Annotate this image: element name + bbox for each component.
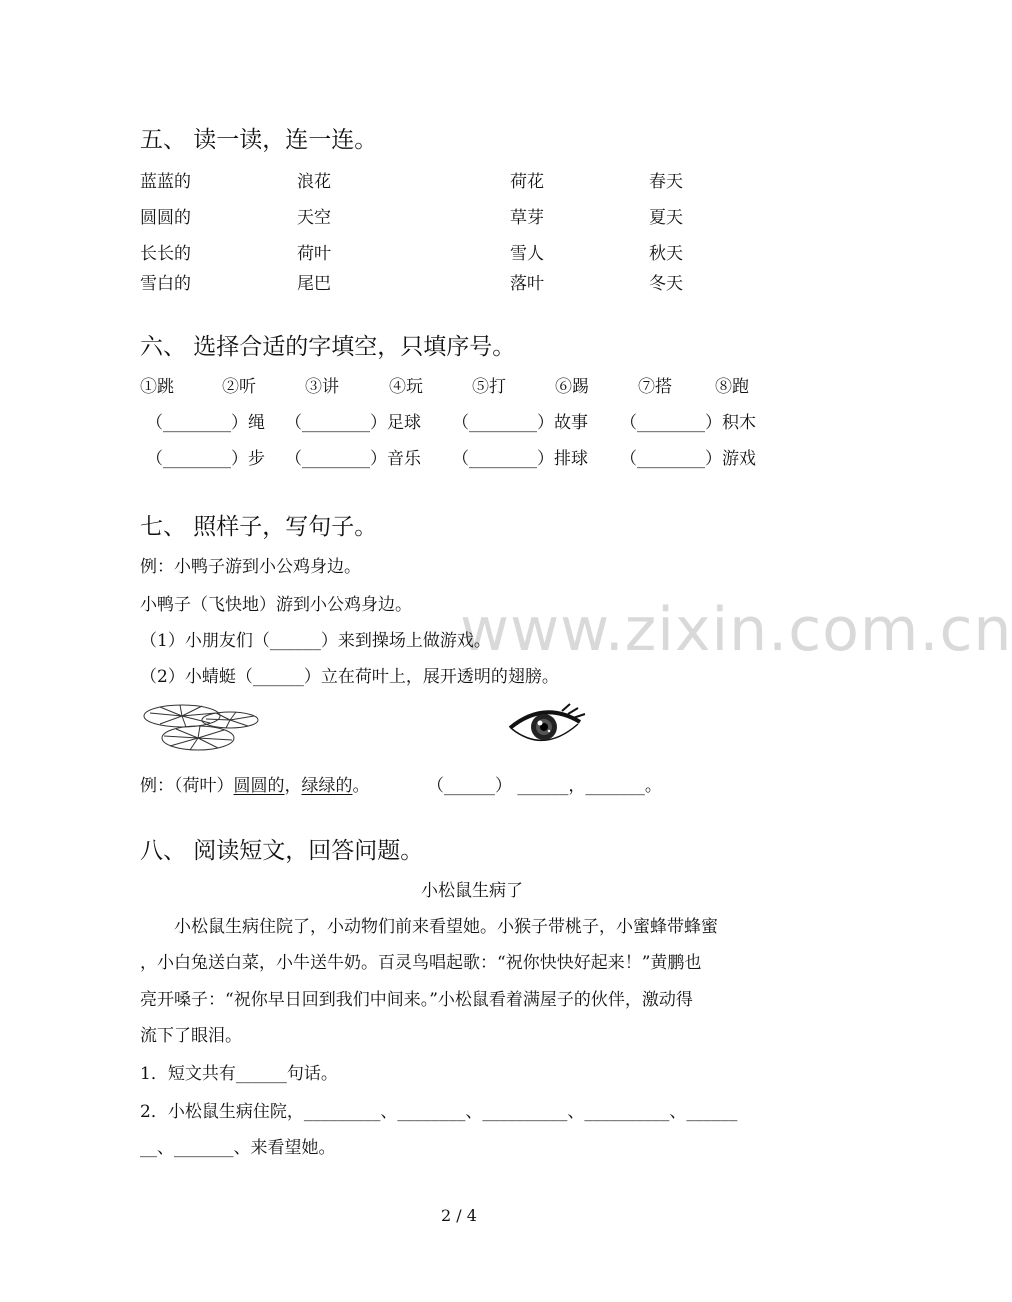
- word: 雪白的: [140, 274, 191, 294]
- word: 落叶: [510, 274, 544, 294]
- word: 草芽: [510, 208, 544, 228]
- section-6-heading: 六、 选择合适的字填空，只填序号。: [140, 334, 516, 360]
- answer-blank[interactable]: （______） ______，_______。: [427, 776, 662, 796]
- question[interactable]: （1）小朋友们（______）来到操场上做游戏。: [140, 631, 491, 651]
- eye-picture: [506, 702, 588, 750]
- option: ②听: [222, 377, 256, 397]
- paragraph-line: 亮开嗓子：“祝你早日回到我们中间来。”小松鼠看着满屋子的伙伴，激动得: [140, 990, 693, 1010]
- section-5-heading: 五、 读一读，连一连。: [140, 127, 378, 153]
- fill-blank[interactable]: （________）积木: [620, 413, 756, 433]
- question[interactable]: 2．小松鼠生病住院，_________、________、__________、__________、______: [140, 1102, 738, 1122]
- word: 天空: [297, 208, 331, 228]
- word: 雪人: [510, 244, 544, 264]
- period: 。: [352, 776, 370, 796]
- word: 夏天: [649, 208, 683, 228]
- word: 秋天: [649, 244, 683, 264]
- fill-blank[interactable]: （________）故事: [452, 413, 588, 433]
- word: 荷叶: [297, 244, 331, 264]
- word: 春天: [649, 172, 683, 192]
- question[interactable]: 1．短文共有______句话。: [140, 1064, 338, 1084]
- word: 长长的: [140, 244, 191, 264]
- example-sentence: 例：小鸭子游到小公鸡身边。: [140, 557, 361, 577]
- word: 冬天: [649, 274, 683, 294]
- question[interactable]: （2）小蜻蜓（______）立在荷叶上，展开透明的翅膀。: [140, 667, 559, 687]
- paragraph-line: 流下了眼泪。: [140, 1026, 242, 1046]
- paragraph-line: ，小白兔送白菜，小牛送牛奶。百灵鸟唱起歌：“祝你快快好起来！”黄鹏也: [140, 953, 702, 973]
- comma: ，: [284, 776, 302, 796]
- page-number: 2 / 4: [441, 1206, 477, 1225]
- fill-blank[interactable]: （________）步: [146, 449, 265, 469]
- word: 浪花: [297, 172, 331, 192]
- example-word: 绿绿的: [301, 776, 353, 796]
- section-8-heading: 八、 阅读短文，回答问题。: [140, 838, 424, 864]
- option: ①跳: [140, 377, 174, 397]
- section-7-heading: 七、 照样子，写句子。: [140, 514, 378, 540]
- option: ⑦搭: [638, 377, 672, 397]
- example-prefix: 例：（荷叶）: [140, 776, 234, 796]
- watermark: www.zixin.com.cn: [460, 595, 1012, 665]
- word: 荷花: [510, 172, 544, 192]
- word: 圆圆的: [140, 208, 191, 228]
- example-line: [140, 771, 370, 796]
- example-sentence: 小鸭子（飞快地）游到小公鸡身边。: [140, 595, 412, 615]
- example-word: 圆圆的: [233, 776, 285, 796]
- fill-blank[interactable]: （________）绳: [146, 413, 265, 433]
- option: ⑧跑: [715, 377, 749, 397]
- option: ③讲: [305, 377, 339, 397]
- passage-title: 小松鼠生病了: [421, 881, 523, 901]
- lotus-leaves-picture: [140, 700, 262, 754]
- fill-blank[interactable]: （________）游戏: [620, 449, 756, 469]
- fill-blank[interactable]: （________）音乐: [285, 449, 421, 469]
- option: ⑤打: [472, 377, 506, 397]
- fill-blank[interactable]: （________）排球: [452, 449, 588, 469]
- option: ④玩: [389, 377, 423, 397]
- paragraph-line: 小松鼠生病住院了，小动物们前来看望她。小猴子带桃子，小蜜蜂带蜂蜜: [140, 917, 718, 937]
- question-continued[interactable]: __、_______、来看望她。: [140, 1138, 336, 1158]
- word: 蓝蓝的: [140, 172, 191, 192]
- option: ⑥踢: [555, 377, 589, 397]
- fill-blank[interactable]: （________）足球: [285, 413, 421, 433]
- word: 尾巴: [297, 274, 331, 294]
